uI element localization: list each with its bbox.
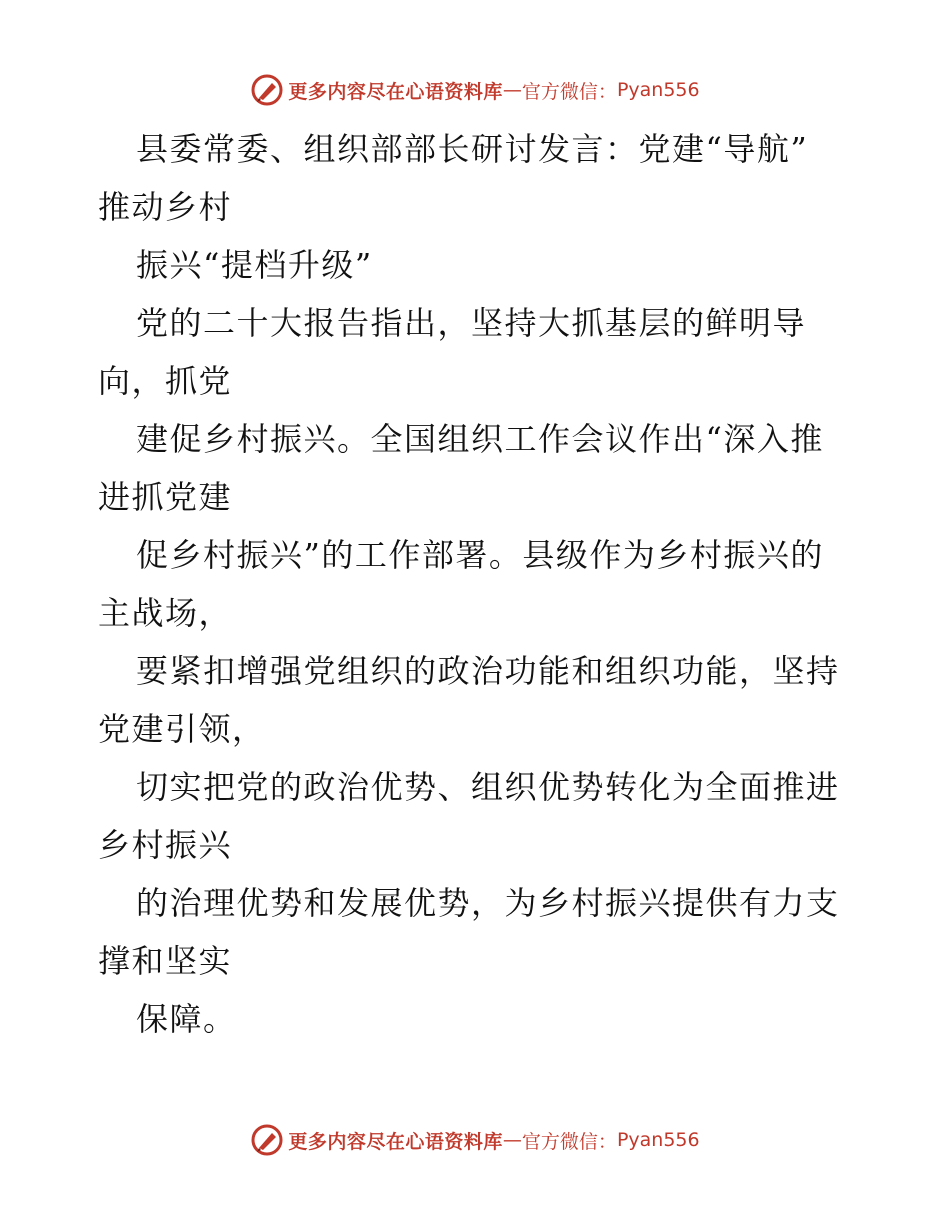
body-line-5: 向，抓党 <box>98 362 233 400</box>
body-line-8: 促乡村振兴”的工作部署。县级作为乡村振兴的 <box>136 536 824 574</box>
document-body <box>98 120 868 1048</box>
pen-nib-logo-icon <box>250 73 284 107</box>
body-line-4: 党的二十大报告指出，坚持大抓基层的鲜明导 <box>136 304 807 342</box>
body-line-3: 振兴“提档升级” <box>136 246 373 284</box>
body-line-7: 进抓党建 <box>98 478 233 516</box>
footer-dash: — <box>502 1129 522 1151</box>
body-line-13: 乡村振兴 <box>98 826 233 864</box>
header-official-label: 官方微信 <box>521 80 598 103</box>
header-wechat-id: Pyan556 <box>616 79 700 101</box>
header-colon: ： <box>597 80 617 103</box>
body-line-6: 建促乡村振兴。全国组织工作会议作出“深入推 <box>136 420 824 458</box>
footer-official-label: 官方微信 <box>521 1130 598 1153</box>
header-dash: — <box>502 79 522 101</box>
footer-lead-text: 更多内容尽在心语资料库 <box>288 1130 503 1153</box>
body-line-11: 党建引领， <box>98 710 266 748</box>
footer-wechat-id: Pyan556 <box>616 1129 700 1151</box>
pen-nib-logo-icon <box>250 1123 284 1157</box>
header-banner <box>0 70 950 110</box>
body-line-2: 推动乡村 <box>98 188 233 226</box>
footer-banner <box>0 1120 950 1160</box>
body-line-10: 要紧扣增强党组织的政治功能和组织功能，坚持 <box>136 652 840 690</box>
body-line-9: 主战场， <box>98 594 233 632</box>
body-line-12: 切实把党的政治优势、组织优势转化为全面推进 <box>136 768 840 806</box>
header-lead-text: 更多内容尽在心语资料库 <box>288 80 503 103</box>
body-line-15: 撑和坚实 <box>98 942 233 980</box>
body-line-1: 县委常委、组织部部长研讨发言：党建“导航” <box>136 130 809 168</box>
body-line-14: 的治理优势和发展优势，为乡村振兴提供有力支 <box>136 884 840 922</box>
footer-colon: ： <box>597 1130 617 1153</box>
body-line-16: 保障。 <box>136 1000 237 1038</box>
